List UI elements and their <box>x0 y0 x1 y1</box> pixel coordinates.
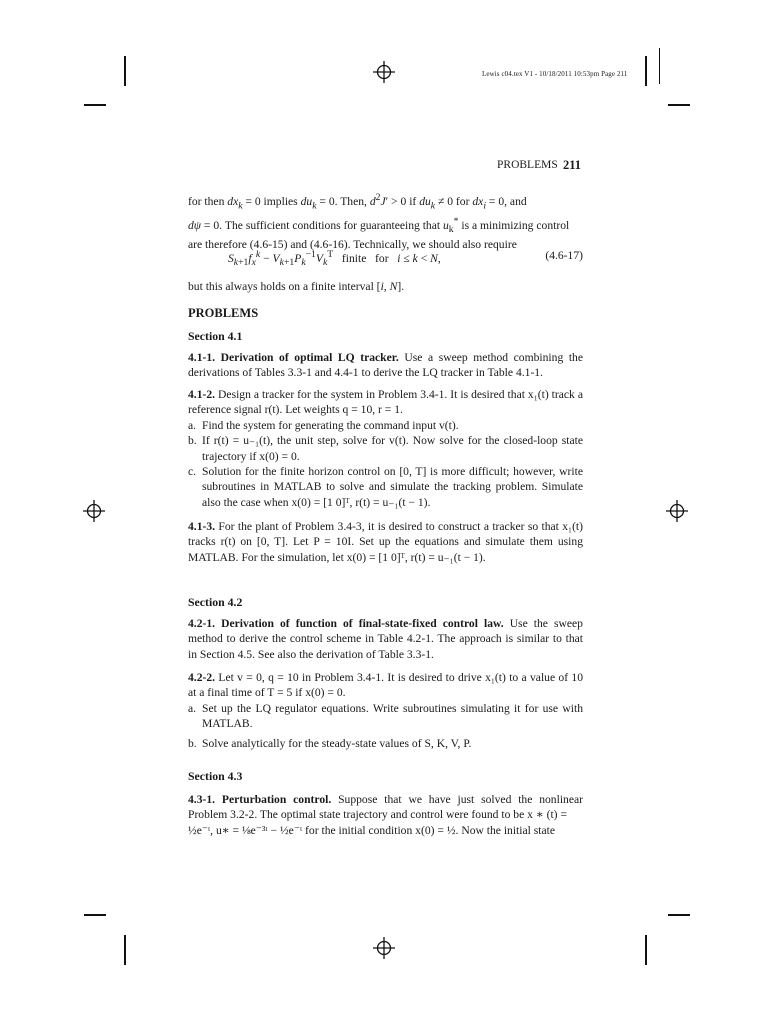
problem-text: Use the sweep method to derive the control scheme in Table 4.2-1. The approach is similar to that in Section 4.5. See also the derivation of Table 3.3-1. <box>188 617 583 661</box>
problem-text: ½e⁻ᵗ, u∗ = ⅛e⁻³ᵗ − ½e⁻ᵗ for the initial condition x(0) = ½. Now the initial state <box>188 823 556 837</box>
problem-number: 4.3-1. <box>188 793 216 806</box>
crop-mark <box>124 935 126 965</box>
subsection-heading: Section 4.1 <box>188 329 243 343</box>
registration-mark-icon <box>83 500 105 522</box>
problem-title: Perturbation control. <box>221 793 332 806</box>
crop-mark <box>645 56 647 86</box>
problem-4-1-2 <box>188 387 583 510</box>
problem-text: Suppose that we have just solved the nonlinear Problem 3.2-2. The optimal state trajectory and control were found to be x ∗ (t) = <box>188 793 583 822</box>
equation-body: $S_{k+1}f_x^k - V_{k+1}P_k^{-1}V_k^T$ finite for i ≤ k < N, <box>228 249 441 269</box>
page-number: 211 <box>563 158 582 172</box>
problem-part: c. Solution for the finite horizon control on [0, T] is more difficult; however, write subroutines in MATLAB to solve and simulate the tracking problem. Simulate also the case when x(0) = [1 0]ᵀ, r(t) = u₋₁(t − 1). <box>188 465 583 509</box>
crop-mark <box>84 914 106 916</box>
crop-mark <box>124 56 126 86</box>
section-heading: PROBLEMS <box>188 306 259 320</box>
problem-number: 4.2-2. <box>188 671 216 684</box>
problem-number: 4.1-1. <box>188 351 216 364</box>
problem-text: For the plant of Problem 3.4-3, it is desired to construct a tracker so that x₁(t) tracks r(t) on [0, T]. Let P = 10I. Set up the equations and simulate them using MATLAB. For the simulation, let x(0) = [1 0]ᵀ, r(t) = u₋₁(t − 1). <box>188 520 584 564</box>
problem-4-3-1 <box>188 792 583 838</box>
problem-part: b. If r(t) = u₋₁(t), the unit step, solve for v(t). Now solve for the closed-loop state trajectory if x(0) = 0. <box>188 434 583 463</box>
crop-mark <box>84 104 106 106</box>
registration-mark-icon <box>373 937 395 959</box>
intro-paragraph <box>188 190 583 253</box>
after-equation-text: but this always holds on a finite interval [i, N]. <box>188 280 405 293</box>
registration-mark-icon <box>666 500 688 522</box>
slug-line: Lewis c04.tex V1 - 10/18/2011 10:53pm Page 211 <box>482 70 628 78</box>
problem-part: b. Solve analytically for the steady-state values of S, K, V, P. <box>188 736 472 750</box>
problem-number: 4.2-1. <box>188 617 216 630</box>
problem-text: Design a tracker for the system in Problem 3.4-1. It is desired that x₁(t) track a reference signal r(t). Let weights q = 10, r = 1. <box>188 388 583 417</box>
problem-text: Use a sweep method combining the derivations of Tables 3.3-1 and 4.4-1 to derive the LQ tracker in Table 4.1-1. <box>188 351 583 380</box>
problem-4-2-1 <box>188 616 583 662</box>
crop-mark <box>668 104 690 106</box>
intro-line: dψ = 0. The sufficient conditions for guaranteeing that $u_k^*$ is a minimizing control <box>188 215 570 235</box>
running-head: PROBLEMS <box>497 159 558 171</box>
problem-number: 4.1-3. <box>188 520 216 533</box>
problem-4-1-3 <box>188 519 583 565</box>
problem-4-2-2 <box>188 670 583 751</box>
registration-mark-icon <box>373 61 395 83</box>
subsection-heading: Section 4.2 <box>188 595 243 609</box>
intro-line: are therefore (4.6-15) and (4.6-16). Technically, we should also require <box>188 238 517 252</box>
problem-title: Derivation of optimal LQ tracker. <box>220 351 399 364</box>
intro-line: for then $dx_k = 0$ implies $du_k = 0$. Then, $d^2J' > 0$ if $du_k \ne 0$ for $dx_i = 0$, and <box>188 192 527 212</box>
crop-mark <box>645 935 647 965</box>
problem-4-1-1 <box>188 350 583 381</box>
subsection-heading: Section 4.3 <box>188 769 243 783</box>
problem-text: Let v = 0, q = 10 in Problem 3.4-1. It is desired to drive x₁(t) to a value of 10 at a final time of T = 5 if x(0) = 0. <box>188 671 583 700</box>
problem-number: 4.1-2. <box>188 388 216 401</box>
equation-number: (4.6-17) <box>545 249 583 262</box>
problem-part: a. Set up the LQ regulator equations. Write subroutines simulating it for use with MATLAB. <box>188 701 583 731</box>
problem-part: a. Find the system for generating the command input v(t). <box>188 418 459 432</box>
slug-rule <box>659 48 660 84</box>
problem-title: Derivation of function of final-state-fixed control law. <box>221 617 504 630</box>
crop-mark <box>668 914 690 916</box>
